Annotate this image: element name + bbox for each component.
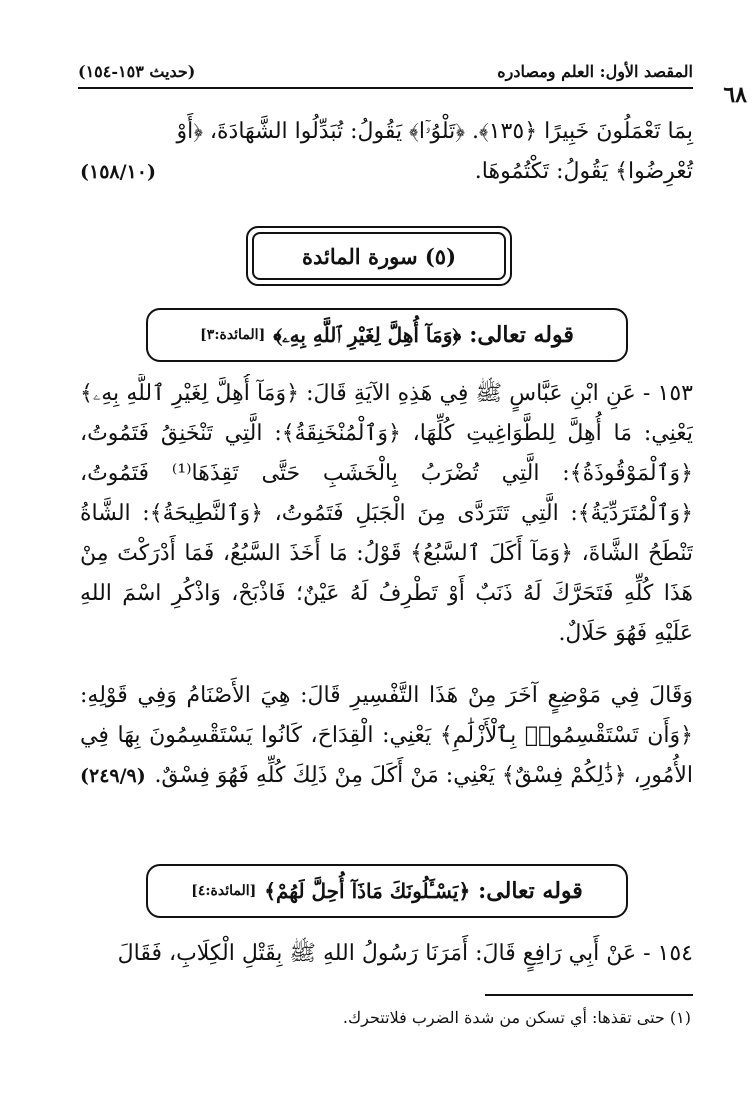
- verse-box-1: [146, 308, 628, 362]
- hadith-154-text: ١٥٤ - عَنْ أَبِي رَافِعٍ قَالَ: أَمَرَنَا رَسُولُ اللهِ ﷺ بِقَتْلِ الْكِلَابِ، فَقَالَ: [117, 941, 693, 966]
- top-text-line1: بِمَا تَعْمَلُونَ خَبِيرًا ﴿١٣٥﴾. ﴿تَلْوُۥٓا﴾ يَقُولُ: تُبَدِّلُوا الشَّهَادَةَ، ﴿أَوْ: [176, 119, 693, 144]
- verse-box-2: [146, 864, 628, 918]
- surah-title: (٥) سورة المائدة: [252, 232, 506, 280]
- verse-box-1-verse: ﴿وَمَآ أُهِلَّ لِغَيْرِ ٱللَّهِ بِهِۦ﴾: [273, 323, 462, 347]
- verse-box-1-label: قوله تعالى:: [469, 322, 574, 348]
- page-number: ٦٨: [723, 82, 747, 108]
- hadith-153-continuation-body: وَقَالَ فِي مَوْضِعٍ آخَرَ مِنْ هَذَا التَّفْسِيرِ قَالَ: هِيَ الأَصْنَامُ وَفِي قَوْلِهِ: ﴿وَأَن تَسْتَقْسِمُوا۟ بِٱلْأَزْلَٰمِ﴾ يَعْنِي: الْقِدَاحَ، كَانُوا يَسْتَقْسِمُونَ بِهَا فِي الأُمُورِ، ﴿ذَٰلِكُمْ فِسْقٌ﴾ يَعْنِي: مَنْ أَكَلَ مِنْ ذَلِكَ كُلِّهِ فَهُوَ فِسْقٌ.: [80, 683, 693, 788]
- surah-title-box: [246, 226, 512, 286]
- top-text-line2: [80, 152, 693, 192]
- header-chapter-title: المقصد الأول: العلم ومصادره: [497, 62, 693, 81]
- hadith-153-continuation-text: [80, 676, 693, 796]
- verse-box-2-verse: ﴿يَسْـَٔلُونَكَ مَاذَآ أُحِلَّ لَهُمْ﴾: [264, 879, 471, 903]
- footnote-divider: [485, 994, 693, 996]
- hadith-153-continuation: [80, 676, 693, 836]
- hadith-154: [80, 934, 693, 974]
- hadith-153-continuation-reference: (٢٤٩/٩): [80, 765, 146, 787]
- header-hadith-range: (حديث ١٥٣-١٥٤): [78, 62, 196, 81]
- top-text: [80, 112, 693, 192]
- top-text-line2-body: تُعْرِضُوا﴾ يَقُولُ: تَكْتُمُوهَا.: [474, 159, 693, 184]
- hadith-153-text: ١٥٣ - عَنِ ابْنِ عَبَّاسٍ ﷺ فِي هَذِهِ الآيَةِ قَالَ: ﴿وَمَآ أُهِلَّ لِغَيْرِ ٱللَّهِ بِهِۦ﴾ يَعْنِي: مَا أُهِلَّ لِلطَّوَاغِيتِ كُلِّهَا، ﴿وَٱلْمُنْخَنِقَةُ﴾: الَّتِي تَنْخَنِقُ فَتَمُوتُ، ﴿وَٱلْمَوْقُوذَةُ﴾: الَّتِي تُضْرَبُ بِالْخَشَبِ حَتَّى تَقِذَهَا⁽¹⁾ فَتَمُوتُ، ﴿وَٱلْمُتَرَدِّيَةُ﴾: الَّتِي تَتَرَدَّى مِنَ الْجَبَلِ فَتَمُوتُ، ﴿وَٱلنَّطِيحَةُ﴾: الشَّاةُ تَنْطَحُ الشَّاةَ، ﴿وَمَآ أَكَلَ ٱلسَّبُعُ﴾ قَوْلُ: مَا أَخَذَ السَّبُعُ، فَمَا أَدْرَكْتَ مِنْ هَذَا كُلِّهِ فَتَحَرَّكَ لَهُ ذَنَبٌ أَوْ تَطْرِفُ لَهُ عَيْنٌ؛ فَاذْبَحْ، وَاذْكُرِ اسْمَ اللهِ عَلَيْهِ فَهُوَ حَلَالٌ.: [80, 381, 693, 646]
- footnote: (١) حتى تقذها: أي تسكن من شدة الضرب فلاتتحرك.: [342, 1008, 691, 1027]
- running-header: [78, 62, 693, 89]
- top-text-reference: (١٥٨/١٠): [80, 161, 156, 183]
- verse-box-2-reference: [المائدة:٤]: [191, 883, 257, 899]
- hadith-153: [80, 374, 693, 658]
- verse-box-2-label: قوله تعالى:: [478, 878, 583, 904]
- verse-box-1-reference: [المائدة:٣]: [200, 327, 266, 343]
